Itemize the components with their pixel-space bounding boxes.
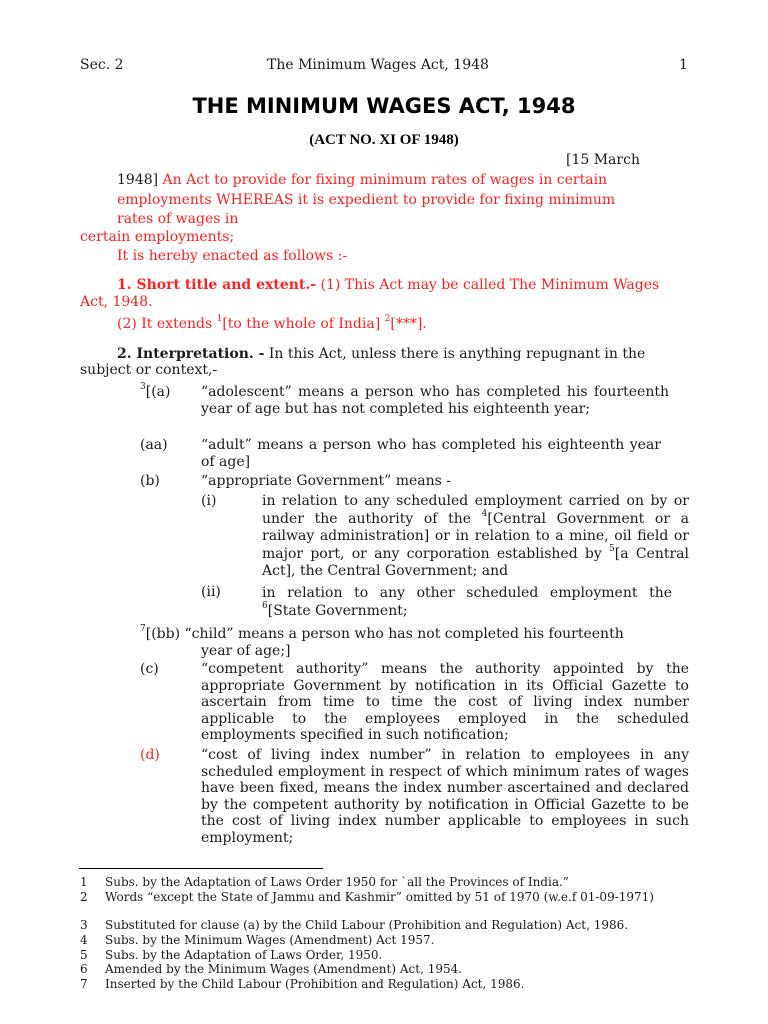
footnote-number: 7 [80, 977, 88, 991]
section1-subsection2 [117, 316, 427, 333]
document-title: THE MINIMUM WAGES ACT, 1948 [192, 94, 576, 118]
preamble-text-line1: An Act to provide for fixing minimum rates of wages in certain [162, 172, 608, 188]
footnote [80, 875, 695, 889]
footnote [80, 918, 695, 932]
clause-bb-label: [(bb) [145, 626, 181, 642]
clause-b-i-text [262, 493, 689, 581]
clause-b-label: (b) [140, 473, 160, 489]
header-page-number: 1 [679, 57, 688, 73]
clause-c-label: (c) [140, 661, 159, 677]
clause-a-label-text: [(a) [145, 384, 171, 400]
footnote-ref-2: 2 [384, 314, 391, 325]
preamble-date-part1: [15 March [566, 152, 640, 168]
footnote-ref-1: 1 [216, 314, 223, 325]
preamble-line1 [117, 172, 607, 189]
footnote-text: Words “except the State of Jammu and Kashmir” omitted by 51 of 1970 (w.e.f 01-09-1971) [105, 890, 654, 904]
footnote-text: Amended by the Minimum Wages (Amendment) Act, 1954. [105, 962, 463, 976]
footnote-number: 1 [80, 875, 88, 889]
footnote-ref-7: 7 [140, 624, 146, 635]
footnote [80, 890, 695, 919]
footnote [80, 933, 695, 947]
header-running-title: The Minimum Wages Act, 1948 [267, 57, 489, 73]
clause-a-text: “adolescent” means a person who has completed his fourteenth year of age but has not completed his eighteenth year; [201, 384, 669, 417]
footnote-number: 4 [80, 933, 88, 947]
clause-b-ii-text-1: in relation to any other scheduled employment the [262, 585, 672, 601]
clause-d-text: “cost of living index number” in relation to employees in any scheduled employment in respect of which minimum rates of wages have been fixed, means the index number ascertained and declared by the competent authority by notification in Official Gazette to be the cost of living index number applicable to employees in such employment; [201, 747, 689, 846]
clause-a-label [140, 384, 170, 401]
clause-b-i-text-2: [Central Government or a railway administration] or in relation to a mine, oil field or major port, or any corporation established by [262, 510, 689, 562]
section1-line1 [117, 277, 659, 294]
footnote [80, 948, 695, 962]
clause-b-i-text-1: in relation to any scheduled employment carried on by or under the authority of the [262, 493, 689, 527]
preamble-line3: rates of wages in [117, 211, 239, 227]
footnote-ref-3: 3 [140, 382, 146, 393]
footnote [80, 962, 695, 976]
section1-sub2-text-c: [***]. [390, 316, 427, 332]
footnote-text: Inserted by the Child Labour (Prohibition and Regulation) Act, 1986. [105, 977, 525, 991]
clause-b-ii-label: (ii) [201, 584, 221, 600]
footnote-text: Subs. by the Minimum Wages (Amendment) Act 1957. [105, 933, 435, 947]
section1-sub2-text-a: (2) It extends [117, 316, 217, 332]
footnote-separator [79, 868, 323, 869]
section2-intro2: subject or context,- [80, 362, 218, 378]
clause-b-ii-text [262, 584, 672, 620]
clause-b-ii-text-2: [State Government; [267, 603, 408, 619]
footnote-number: 3 [80, 918, 88, 932]
footnote-text: Subs. by the Adaptation of Laws Order, 1950. [105, 948, 383, 962]
clause-b-i-label: (i) [201, 493, 217, 509]
clause-d-label: (d) [140, 747, 160, 763]
section1-text2: Act, 1948. [80, 294, 153, 310]
clause-aa-text: “adult” means a person who has completed his eighteenth year of age] [201, 437, 661, 470]
clause-b-text: “appropriate Government” means - [201, 473, 452, 489]
act-number: (ACT NO. XI OF 1948) [309, 132, 459, 148]
preamble-line4: certain employments; [80, 229, 235, 245]
footnote-number: 5 [80, 948, 88, 962]
header-section: Sec. 2 [80, 57, 124, 73]
clause-bb-line1 [140, 626, 624, 643]
clause-bb-text2: year of age;] [201, 643, 291, 659]
footnote [80, 977, 695, 991]
footnote-number: 2 [80, 890, 88, 904]
clause-b-i-text-3: [a Central Act], the Central Government; and [262, 545, 689, 579]
footnote-text: Subs. by the Adaptation of Laws Order 1950 for `all the Provinces of India.” [105, 875, 569, 889]
clause-bb-text1: “child” means a person who has not completed his fourteenth [180, 626, 624, 642]
footnote-ref-4: 4 [481, 508, 488, 519]
section2-heading: 2. Interpretation. - [117, 346, 265, 362]
section1-heading: 1. Short title and extent.- [117, 277, 317, 293]
clause-c-text: “competent authority” means the authority appointed by the appropriate Government by notification in its Official Gazette to ascertain from time to time the cost of living index number applicable to the employees employed in the scheduled employments specified in such notification; [201, 661, 689, 744]
section1-text1: (1) This Act may be called The Minimum Wages [316, 277, 660, 293]
footnote-number: 6 [80, 962, 88, 976]
footnote-ref-5: 5 [609, 543, 615, 554]
preamble-enacted: It is hereby enacted as follows :- [117, 248, 348, 264]
clause-aa-label: (aa) [140, 437, 168, 453]
preamble-date-part2: 1948] [117, 172, 159, 188]
section1-sub2-text-b: [to the whole of India] [222, 316, 385, 332]
preamble-line2: employments WHEREAS it is expedient to provide for fixing minimum [117, 192, 616, 208]
footnote-text: Substituted for clause (a) by the Child Labour (Prohibition and Regulation) Act, 1986. [105, 918, 629, 932]
section2-intro1: In this Act, unless there is anything repugnant in the [264, 346, 646, 362]
section2-line1 [117, 346, 645, 363]
footnote-ref-6: 6 [262, 601, 268, 612]
